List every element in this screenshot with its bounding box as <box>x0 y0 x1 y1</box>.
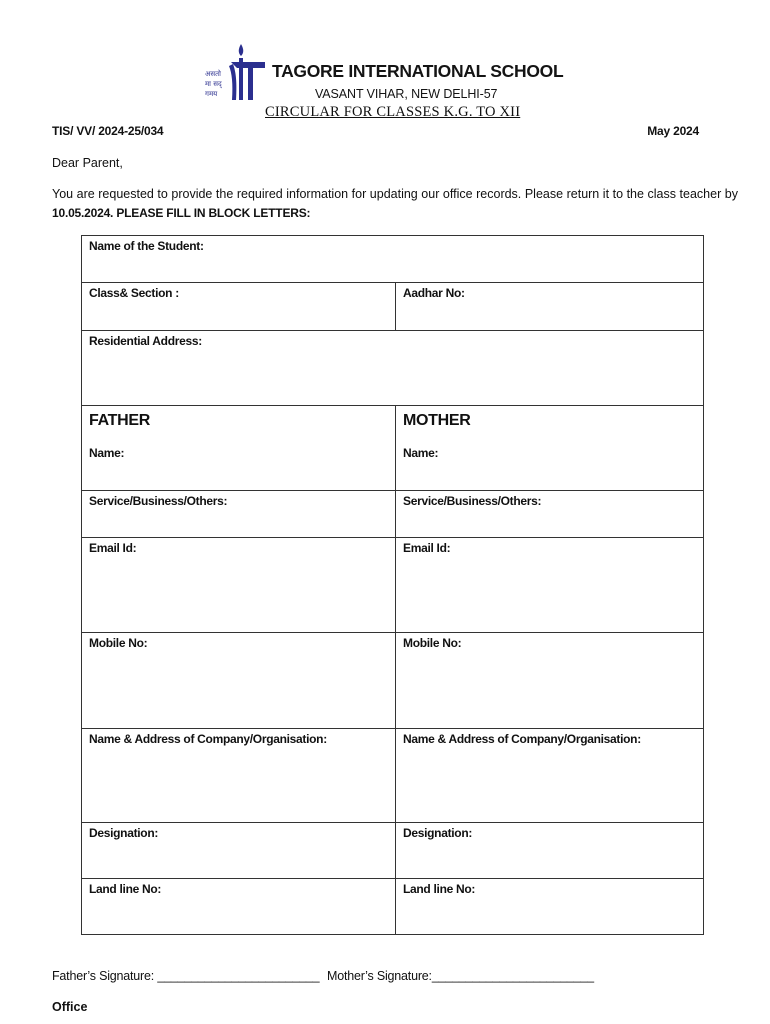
father-service-field[interactable] <box>82 491 396 538</box>
student-name-field[interactable] <box>82 236 703 283</box>
father-name-field[interactable] <box>82 443 396 491</box>
logo-motto-line-3: गमय <box>205 90 218 98</box>
mother-company-field[interactable] <box>396 729 703 823</box>
mother-designation-field[interactable] <box>396 823 703 879</box>
father-mobile-label: Mobile No: <box>89 636 148 650</box>
father-heading-cell <box>82 406 396 443</box>
circular-title: CIRCULAR FOR CLASSES K.G. TO XII <box>265 104 521 120</box>
mother-heading-cell <box>396 406 703 443</box>
intro-paragraph: You are requested to provide the required information for updating our office records. Please return it to the class teacher by <box>52 187 738 201</box>
mother-company-label: Name & Address of Company/Organisation: <box>403 732 641 746</box>
father-signature-line[interactable]: Father’s Signature: ________________________ <box>52 969 320 983</box>
father-heading: FATHER <box>89 412 151 429</box>
class-section-field[interactable] <box>82 283 396 331</box>
school-logo <box>203 42 265 104</box>
mother-landline-field[interactable] <box>396 879 703 934</box>
father-email-label: Email Id: <box>89 541 137 555</box>
father-designation-label: Designation: <box>89 826 159 840</box>
mother-email-label: Email Id: <box>403 541 451 555</box>
father-mobile-field[interactable] <box>82 633 396 729</box>
mother-designation-label: Designation: <box>403 826 473 840</box>
residential-address-label: Residential Address: <box>89 334 202 348</box>
circular-date: May 2024 <box>647 124 699 138</box>
information-form <box>81 235 704 935</box>
mother-signature-line[interactable]: Mother’s Signature:________________________ <box>327 969 594 983</box>
father-service-label: Service/Business/Others: <box>89 494 228 508</box>
mother-name-label: Name: <box>403 446 439 460</box>
logo-flame-icon <box>229 44 265 100</box>
mother-service-field[interactable] <box>396 491 703 538</box>
mother-email-field[interactable] <box>396 538 703 633</box>
student-name-label: Name of the Student: <box>89 239 204 253</box>
office-use-heading: Office <box>52 1000 88 1014</box>
school-name: TAGORE INTERNATIONAL SCHOOL <box>272 61 564 81</box>
mother-service-label: Service/Business/Others: <box>403 494 542 508</box>
aadhar-label: Aadhar No: <box>403 286 465 300</box>
deadline-instruction: 10.05.2024. PLEASE FILL IN BLOCK LETTERS: <box>52 206 311 220</box>
father-email-field[interactable] <box>82 538 396 633</box>
father-name-label: Name: <box>89 446 125 460</box>
salutation: Dear Parent, <box>52 156 123 170</box>
mother-landline-label: Land line No: <box>403 882 476 896</box>
reference-number: TIS/ VV/ 2024-25/034 <box>52 124 164 138</box>
father-company-label: Name & Address of Company/Organisation: <box>89 732 327 746</box>
father-designation-field[interactable] <box>82 823 396 879</box>
logo-motto-line-2: मा सद् <box>205 80 222 88</box>
father-company-field[interactable] <box>82 729 396 823</box>
mother-mobile-field[interactable] <box>396 633 703 729</box>
school-address: VASANT VIHAR, NEW DELHI-57 <box>315 87 498 101</box>
mother-heading: MOTHER <box>403 412 471 429</box>
mother-mobile-label: Mobile No: <box>403 636 462 650</box>
mother-name-field[interactable] <box>396 443 703 491</box>
logo-motto-line-1: असतो <box>205 70 221 78</box>
father-landline-field[interactable] <box>82 879 396 934</box>
aadhar-field[interactable] <box>396 283 703 331</box>
residential-address-field[interactable] <box>82 331 703 406</box>
logo-motto-text <box>205 69 222 98</box>
class-section-label: Class& Section : <box>89 286 179 300</box>
father-landline-label: Land line No: <box>89 882 162 896</box>
